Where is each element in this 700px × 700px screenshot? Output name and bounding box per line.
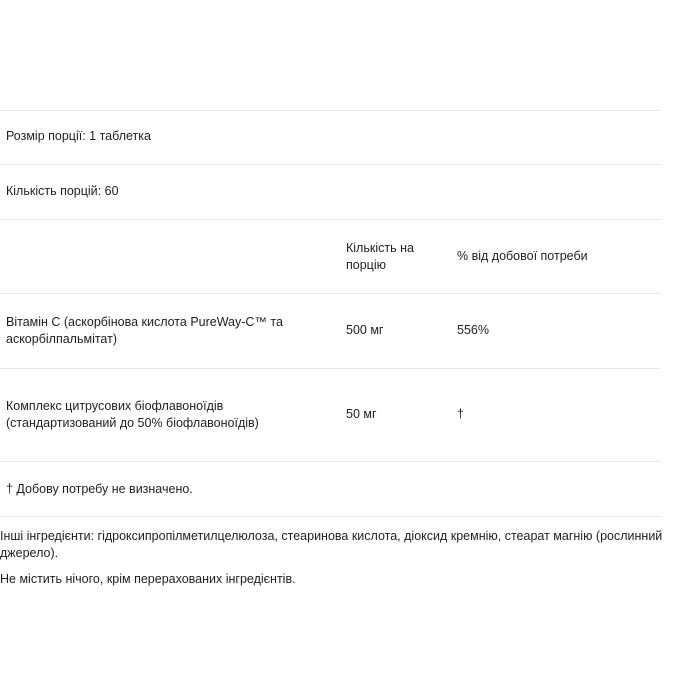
nutrient-daily-value: † bbox=[457, 407, 464, 421]
disclaimer: Не містить нічого, крім перерахованих інгредієнтів. bbox=[0, 572, 296, 586]
serving-size bbox=[6, 128, 151, 145]
servings-count bbox=[6, 183, 119, 200]
header-daily-value: % від добової потреби bbox=[457, 249, 588, 263]
servings-count-value: 60 bbox=[104, 184, 119, 198]
nutrient-name bbox=[6, 398, 259, 432]
other-ingredients-line1: Інші інгредієнти: гідроксипропілметилцелюлоза, стеаринова кислота, діоксид кремнію, стеарат магнію (рослинний bbox=[0, 529, 663, 543]
nutrient-name-line2: аскорбілпальмітат) bbox=[6, 332, 117, 346]
nutrient-name-line2: (стандартизований до 50% біофлавоноїдів) bbox=[6, 416, 259, 430]
divider bbox=[0, 368, 660, 369]
header-amount-line2: порцію bbox=[346, 258, 386, 272]
other-ingredients-line2: джерело). bbox=[0, 546, 59, 560]
nutrient-daily-value: 556% bbox=[457, 323, 489, 337]
divider bbox=[0, 164, 660, 165]
header-amount-line1: Кількість на bbox=[346, 241, 414, 255]
serving-size-label: Розмір порції: bbox=[6, 129, 86, 143]
header-amount-per-serving bbox=[346, 240, 414, 274]
servings-count-label: Кількість порцій: bbox=[6, 184, 102, 198]
divider bbox=[0, 219, 660, 220]
serving-size-value: 1 таблетка bbox=[89, 129, 151, 143]
divider bbox=[0, 461, 660, 462]
table-footnote: † Добову потребу не визначено. bbox=[6, 482, 193, 496]
nutrient-name-line1: Комплекс цитрусових біофлавоноїдів bbox=[6, 399, 224, 413]
nutrient-amount: 500 мг bbox=[346, 323, 384, 337]
divider bbox=[0, 293, 660, 294]
other-ingredients bbox=[0, 528, 662, 562]
nutrient-name bbox=[6, 314, 283, 348]
nutrient-amount: 50 мг bbox=[346, 407, 377, 421]
divider bbox=[0, 516, 660, 517]
nutrient-name-line1: Вітамін С (аскорбінова кислота PureWay-C™ та bbox=[6, 315, 283, 329]
divider bbox=[0, 110, 660, 111]
